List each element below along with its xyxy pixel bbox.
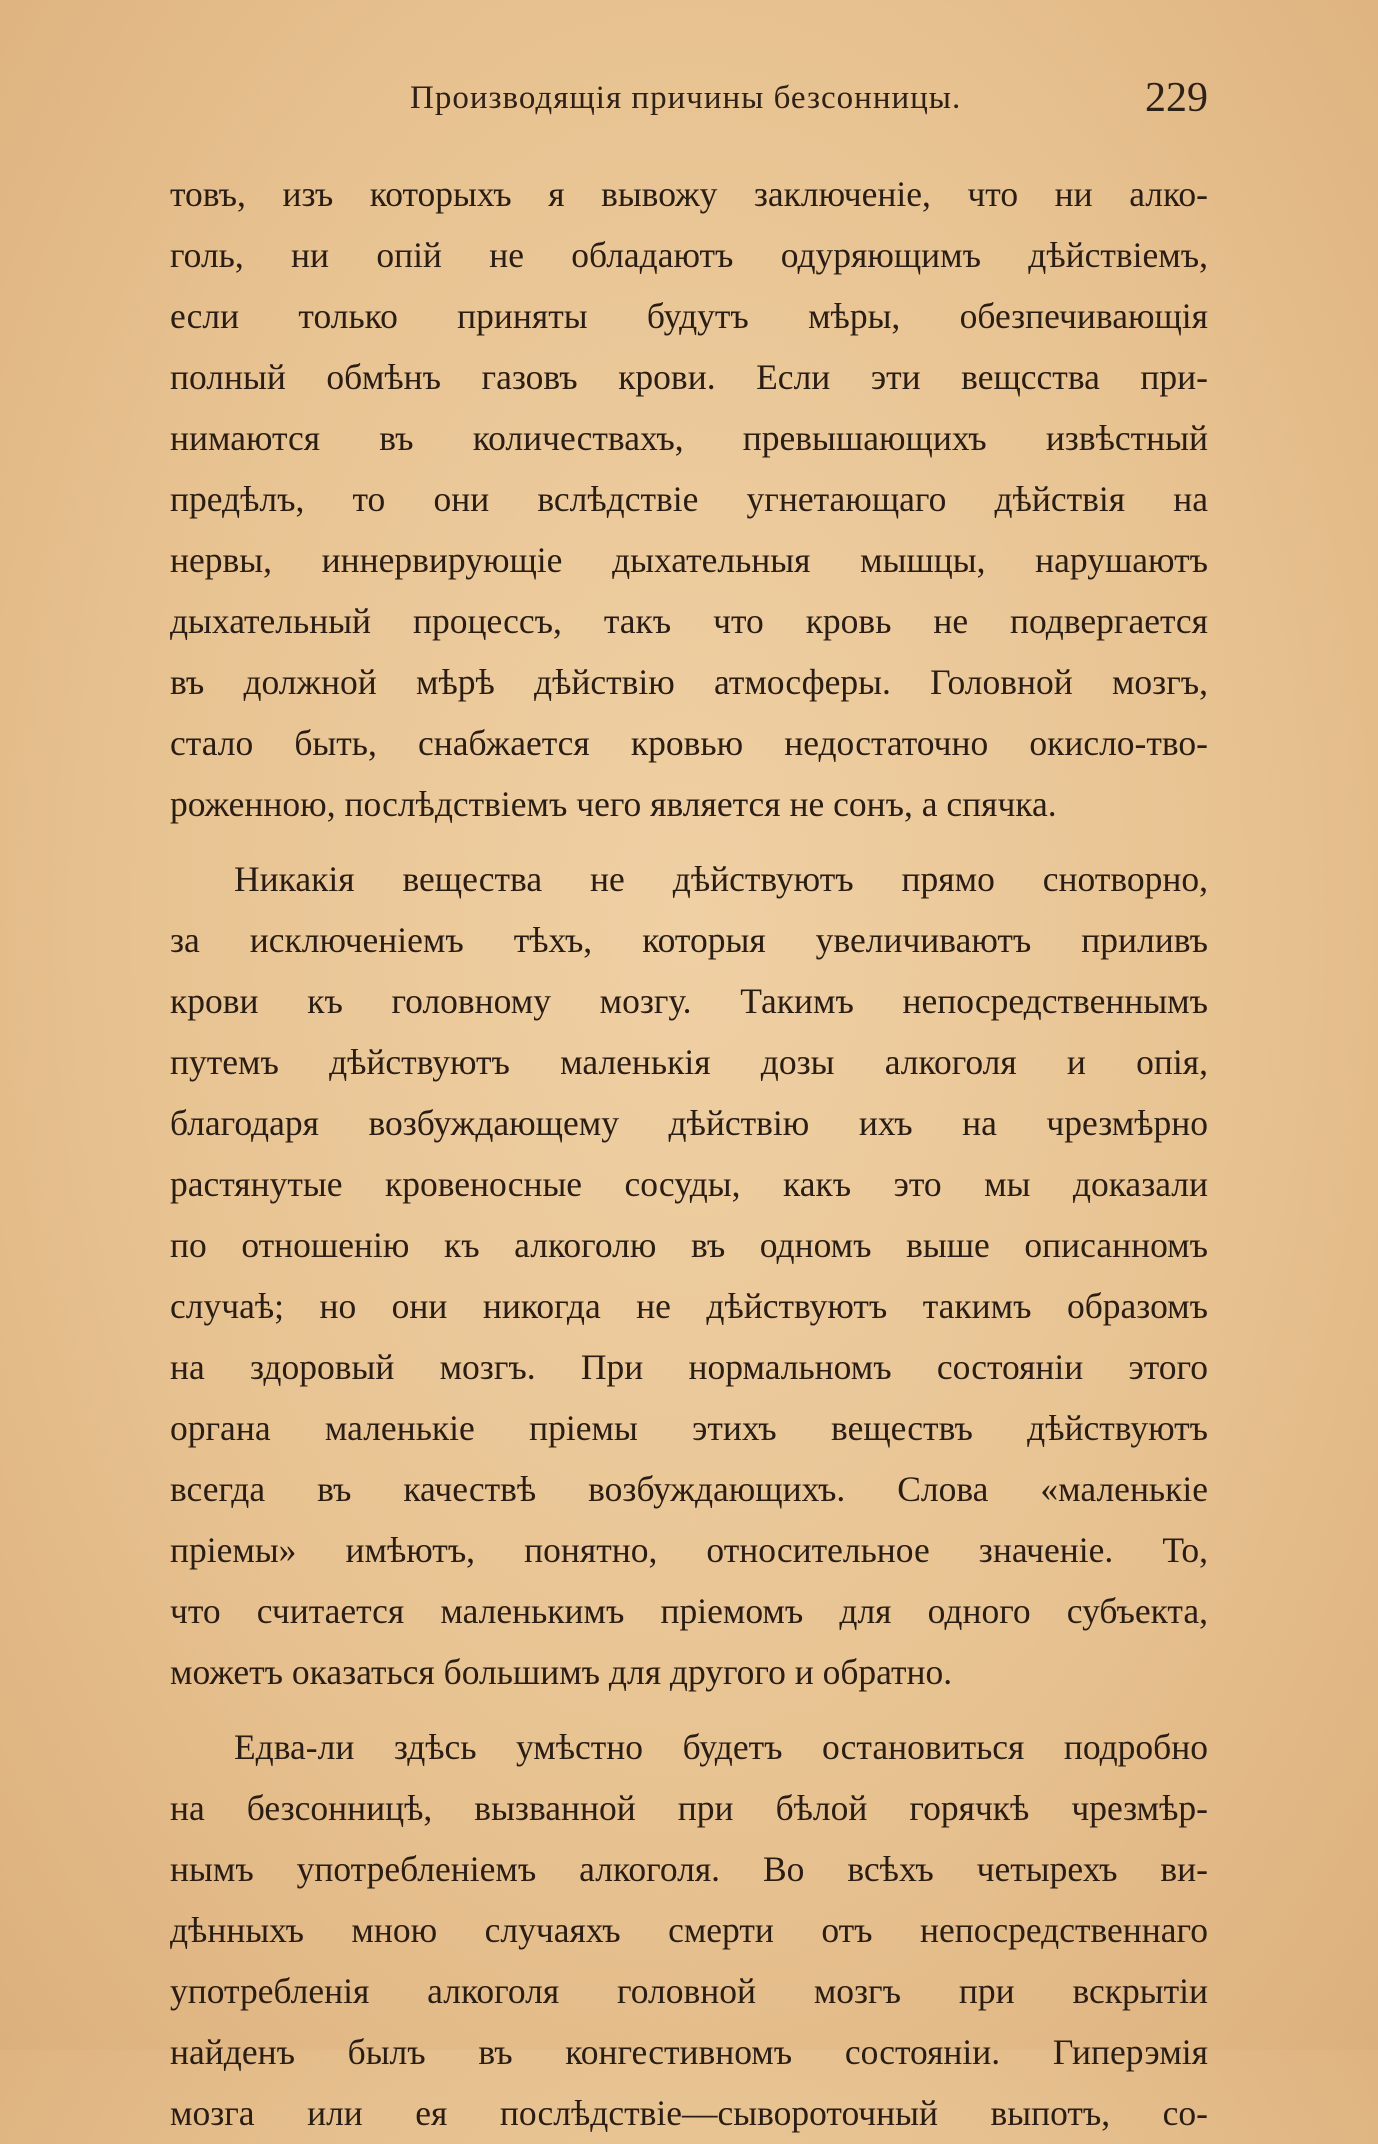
text-line: полный обмѣнъ газовъ крови. Если эти вещсства при- (170, 357, 1208, 397)
text-line: что считается маленькимъ пріемомъ для одного субъекта, (170, 1591, 1208, 1631)
text-line: крови къ головному мозгу. Такимъ непосредственнымъ (170, 981, 1208, 1021)
running-title: Производящія причины безсонницы. (410, 80, 962, 116)
text-line: на здоровый мозгъ. При нормальномъ состояніи этого (170, 1347, 1208, 1387)
text-line: въ должной мѣрѣ дѣйствію атмосферы. Головной мозгъ, (170, 662, 1208, 702)
text-line: если только приняты будутъ мѣры, обезпечивающія (170, 296, 1208, 336)
text-line: стало быть, снабжается кровью недостаточно окисло-тво- (170, 723, 1208, 763)
body-text (170, 164, 1208, 2144)
text-line: всегда въ качествѣ возбуждающихъ. Слова «маленькіе (170, 1469, 1208, 1509)
text-line: по отношенію къ алкоголю въ одномъ выше описанномъ (170, 1225, 1208, 1265)
text-line: за исключеніемъ тѣхъ, которыя увеличиваютъ приливъ (170, 920, 1208, 960)
text-line: органа маленькіе пріемы этихъ веществъ дѣйствуютъ (170, 1408, 1208, 1448)
text-line: Никакія вещества не дѣйствуютъ прямо снотворно, (234, 859, 1208, 899)
text-line: можетъ оказаться большимъ для другого и обратно. (170, 1652, 953, 1692)
text-line: дѣнныхъ мною случаяхъ смерти отъ непосредственнаго (170, 1910, 1208, 1950)
text-line: нымъ употребленіемъ алкоголя. Во всѣхъ четырехъ ви- (170, 1849, 1208, 1889)
text-line: путемъ дѣйствуютъ маленькія дозы алкоголя и опія, (170, 1042, 1208, 1082)
text-line: найденъ былъ въ конгестивномъ состояніи. Гиперэмія (170, 2032, 1208, 2072)
text-line: нервы, иннервирующіе дыхательныя мышцы, нарушаютъ (170, 540, 1208, 580)
text-line: Едва-ли здѣсь умѣстно будетъ остановиться подробно (234, 1727, 1208, 1767)
text-line: предѣлъ, то они вслѣдствіе угнетающаго дѣйствія на (170, 479, 1208, 519)
text-line: употребленія алкоголя головной мозгъ при вскрытіи (170, 1971, 1208, 2011)
text-line: мозга или ея послѣдствіе—сывороточный выпотъ, со- (170, 2093, 1208, 2133)
page-header (170, 74, 1208, 134)
text-line: роженною, послѣдствіемъ чего является не сонъ, а спячка. (170, 784, 1057, 824)
text-line: дыхательный процессъ, такъ что кровь не подвергается (170, 601, 1208, 641)
text-line: голь, ни опій не обладаютъ одуряющимъ дѣйствіемъ, (170, 235, 1208, 275)
text-line: благодаря возбуждающему дѣйствію ихъ на чрезмѣрно (170, 1103, 1208, 1143)
text-line: товъ, изъ которыхъ я вывожу заключеніе, что ни алко- (170, 174, 1208, 214)
page-number: 229 (1145, 75, 1208, 121)
text-line: растянутые кровеносные сосуды, какъ это мы доказали (170, 1164, 1208, 1204)
text-line: на безсонницѣ, вызванной при бѣлой горячкѣ чрезмѣр- (170, 1788, 1208, 1828)
text-line: случаѣ; но они никогда не дѣйствуютъ такимъ образомъ (170, 1286, 1208, 1326)
text-line: пріемы» имѣютъ, понятно, относительное значеніе. То, (170, 1530, 1208, 1570)
text-line: нимаются въ количествахъ, превышающихъ извѣстный (170, 418, 1208, 458)
